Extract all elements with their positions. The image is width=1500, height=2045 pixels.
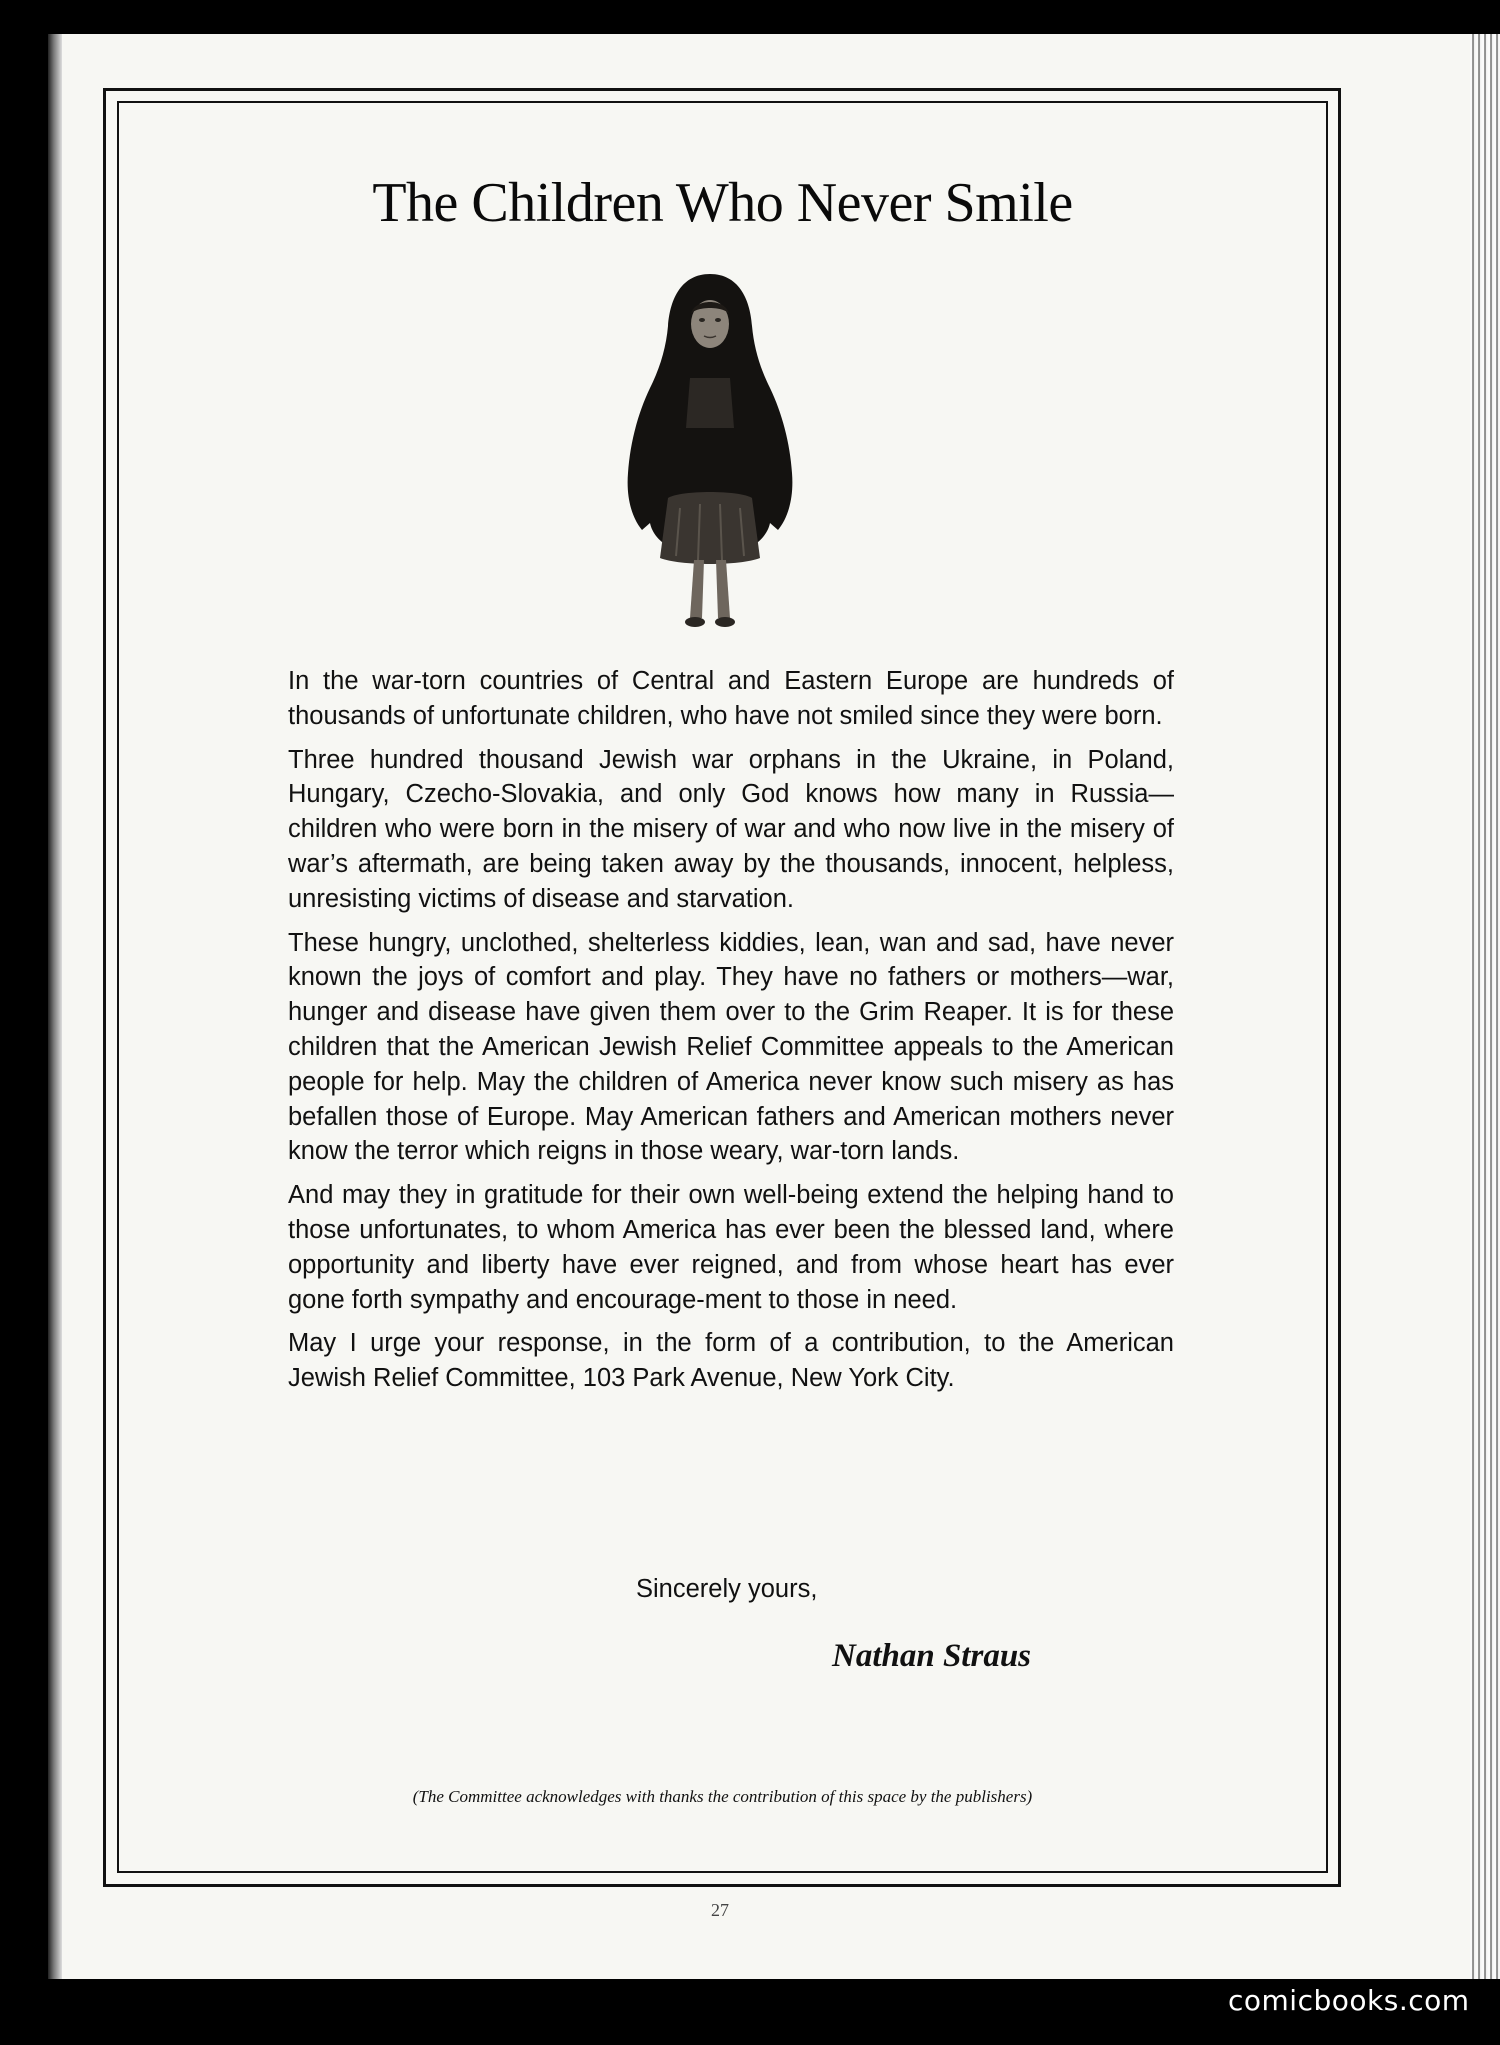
publisher-footnote: (The Committee acknowledges with thanks the contribution of this space by the publishers) <box>412 1787 1033 1806</box>
page-title: The Children Who Never Smile <box>372 172 1073 234</box>
letter-body <box>288 664 1174 1405</box>
child-photo <box>620 268 800 638</box>
closing-line: Sincerely yours, <box>636 1575 818 1603</box>
paragraph-1: In the war-torn countries of Central and Eastern Europe are hundreds of thousands of unfortunate children, who have not smiled since they were born. <box>288 667 1174 730</box>
paragraph-5: May I urge your response, in the form of a contribution, to the American Jewish Relief Committee, 103 Park Avenue, New York City. <box>288 1329 1174 1393</box>
signature: Nathan Straus <box>832 1638 1032 1674</box>
child-photo-icon <box>628 274 793 627</box>
page-edges <box>1470 34 1500 1979</box>
paragraph-2: Three hundred thousand Jewish war orphans in the Ukraine, in Poland, Hungary, Czecho-Slovakia, and only God knows how many in Russia—children who were born in the misery of war and who now live in the misery of war’s aftermath, are being taken away by the thousands, innocent, helpless, unresisting victims of disease and starvation. <box>288 745 1174 913</box>
page-number: 27 <box>711 1900 729 1920</box>
site-watermark: comicbooks.com <box>1228 1984 1470 2017</box>
paragraph-3: These hungry, unclothed, shelterless kiddies, lean, wan and sad, have never known the joys of comfort and play. They have no fathers or mothers—war, hunger and disease have given them over to the Grim Reaper. It is for these children that the American Jewish Relief Committee appeals to the American people for help. May the children of America never know such misery as has befallen those of Europe. May American fathers and American mothers never know the terror which reigns in those weary, war-torn lands. <box>288 928 1174 1166</box>
paragraph-4: And may they in gratitude for their own well-being extend the helping hand to those unfortunates, to whom America has ever been the blessed land, where opportunity and liberty have ever reigned, and from whose heart has ever gone forth sympathy and encourage-ment to those in need. <box>288 1181 1174 1314</box>
book-spine-shadow <box>48 34 62 1979</box>
